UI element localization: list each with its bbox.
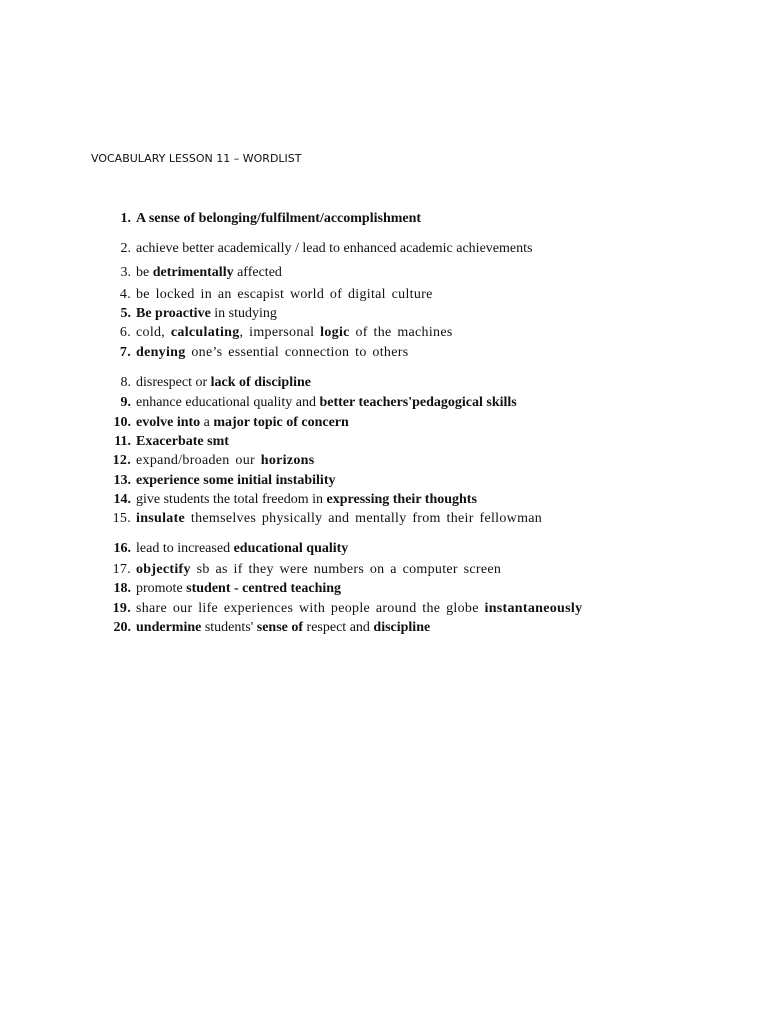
- plain-text: one’s essential connection to others: [185, 345, 409, 360]
- list-item-number: 5.: [120, 306, 131, 321]
- list-item-text: [136, 561, 501, 579]
- list-item-number: 16.: [113, 541, 131, 556]
- plain-text: disrespect or: [136, 375, 211, 390]
- list-item-number: 17.: [112, 562, 131, 577]
- list-item-text: [136, 472, 335, 490]
- bold-term: Exacerbate smt: [136, 434, 229, 449]
- bold-term: evolve into: [136, 415, 201, 430]
- list-item-text: [136, 452, 315, 470]
- bold-term: expressing their thoughts: [326, 492, 477, 507]
- list-item-text: [136, 580, 341, 598]
- bold-term: major topic of concern: [213, 415, 349, 430]
- plain-text: of the machines: [349, 325, 453, 340]
- plain-text: be locked in an escapist world of digital culture: [136, 287, 433, 302]
- list-item-number: 6.: [119, 325, 131, 340]
- bold-term: undermine: [136, 620, 202, 635]
- list-item-number: 3.: [120, 265, 131, 280]
- list-item-text: [136, 510, 542, 528]
- list-item-number: 13.: [113, 473, 131, 488]
- plain-text: achieve better academically / lead to enhanced academic achievements: [136, 241, 533, 256]
- list-item-number: 11.: [114, 434, 131, 449]
- list-item-text: [136, 491, 477, 509]
- list-item-number: 19.: [112, 601, 131, 616]
- bold-term: experience some initial instability: [136, 473, 336, 488]
- bold-term: discipline: [373, 620, 431, 635]
- bold-term: horizons: [260, 453, 315, 468]
- plain-text: sb as if they were numbers on a computer screen: [190, 562, 502, 577]
- list-item-text: [136, 305, 277, 323]
- plain-text: be: [136, 265, 153, 280]
- list-item-text: [136, 344, 408, 362]
- bold-term: objectify: [136, 562, 191, 577]
- bold-term: sense of: [256, 620, 304, 635]
- plain-text: promote: [136, 581, 187, 596]
- list-item-text: [136, 264, 282, 282]
- plain-text: enhance educational quality and: [136, 395, 320, 410]
- list-item-text: [136, 210, 421, 228]
- list-item-number: 14.: [113, 492, 131, 507]
- bold-term: denying: [136, 345, 186, 360]
- plain-text: in studying: [210, 306, 277, 321]
- list-item-text: [136, 600, 582, 618]
- plain-text: cold,: [136, 325, 171, 340]
- list-item-number: 20.: [113, 620, 131, 635]
- list-item-text: [136, 414, 349, 432]
- list-item-text: [136, 374, 311, 392]
- plain-text: a: [200, 415, 214, 430]
- bold-term: logic: [320, 325, 350, 340]
- bold-term: calculating: [170, 325, 240, 340]
- list-item-text: [136, 619, 430, 637]
- bold-term: detrimentally: [152, 265, 234, 280]
- plain-text: expand/broaden our: [136, 453, 261, 468]
- list-item-text: [136, 324, 453, 342]
- list-item-number: 9.: [120, 395, 131, 410]
- bold-term: insulate: [136, 511, 186, 526]
- plain-text: affected: [233, 265, 282, 280]
- list-item-number: 12.: [112, 453, 131, 468]
- document-title: VOCABULARY LESSON 11 – WORDLIST: [91, 152, 302, 165]
- plain-text: students': [201, 620, 257, 635]
- plain-text: give students the total freedom in: [136, 492, 327, 507]
- bold-term: better teachers'pedagogical skills: [319, 395, 517, 410]
- bold-term: A sense of belonging/fulfilment/accomplishment: [136, 211, 422, 226]
- list-item-number: 4.: [119, 287, 131, 302]
- list-item-number: 18.: [113, 581, 131, 596]
- list-item-number: 2.: [120, 241, 131, 256]
- plain-text: lead to increased: [136, 541, 234, 556]
- list-item-number: 10.: [113, 415, 131, 430]
- plain-text: share our life experiences with people around the globe: [136, 601, 485, 616]
- list-item-number: 8.: [120, 375, 131, 390]
- list-item-text: [136, 433, 229, 451]
- plain-text: respect and: [303, 620, 374, 635]
- list-item-number: 15.: [112, 511, 131, 526]
- list-item-text: [136, 240, 532, 258]
- list-item-number: 1.: [120, 211, 131, 226]
- bold-term: educational quality: [233, 541, 349, 556]
- bold-term: student - centred teaching: [186, 581, 342, 596]
- list-item-text: [136, 394, 517, 412]
- list-item-text: [136, 286, 433, 304]
- bold-term: lack of discipline: [210, 375, 312, 390]
- list-item-text: [136, 540, 348, 558]
- plain-text: themselves physically and mentally from their fellowman: [185, 511, 543, 526]
- bold-term: Be proactive: [136, 306, 211, 321]
- plain-text: , impersonal: [239, 325, 321, 340]
- bold-term: instantaneously: [484, 601, 583, 616]
- list-item-number: 7.: [119, 345, 131, 360]
